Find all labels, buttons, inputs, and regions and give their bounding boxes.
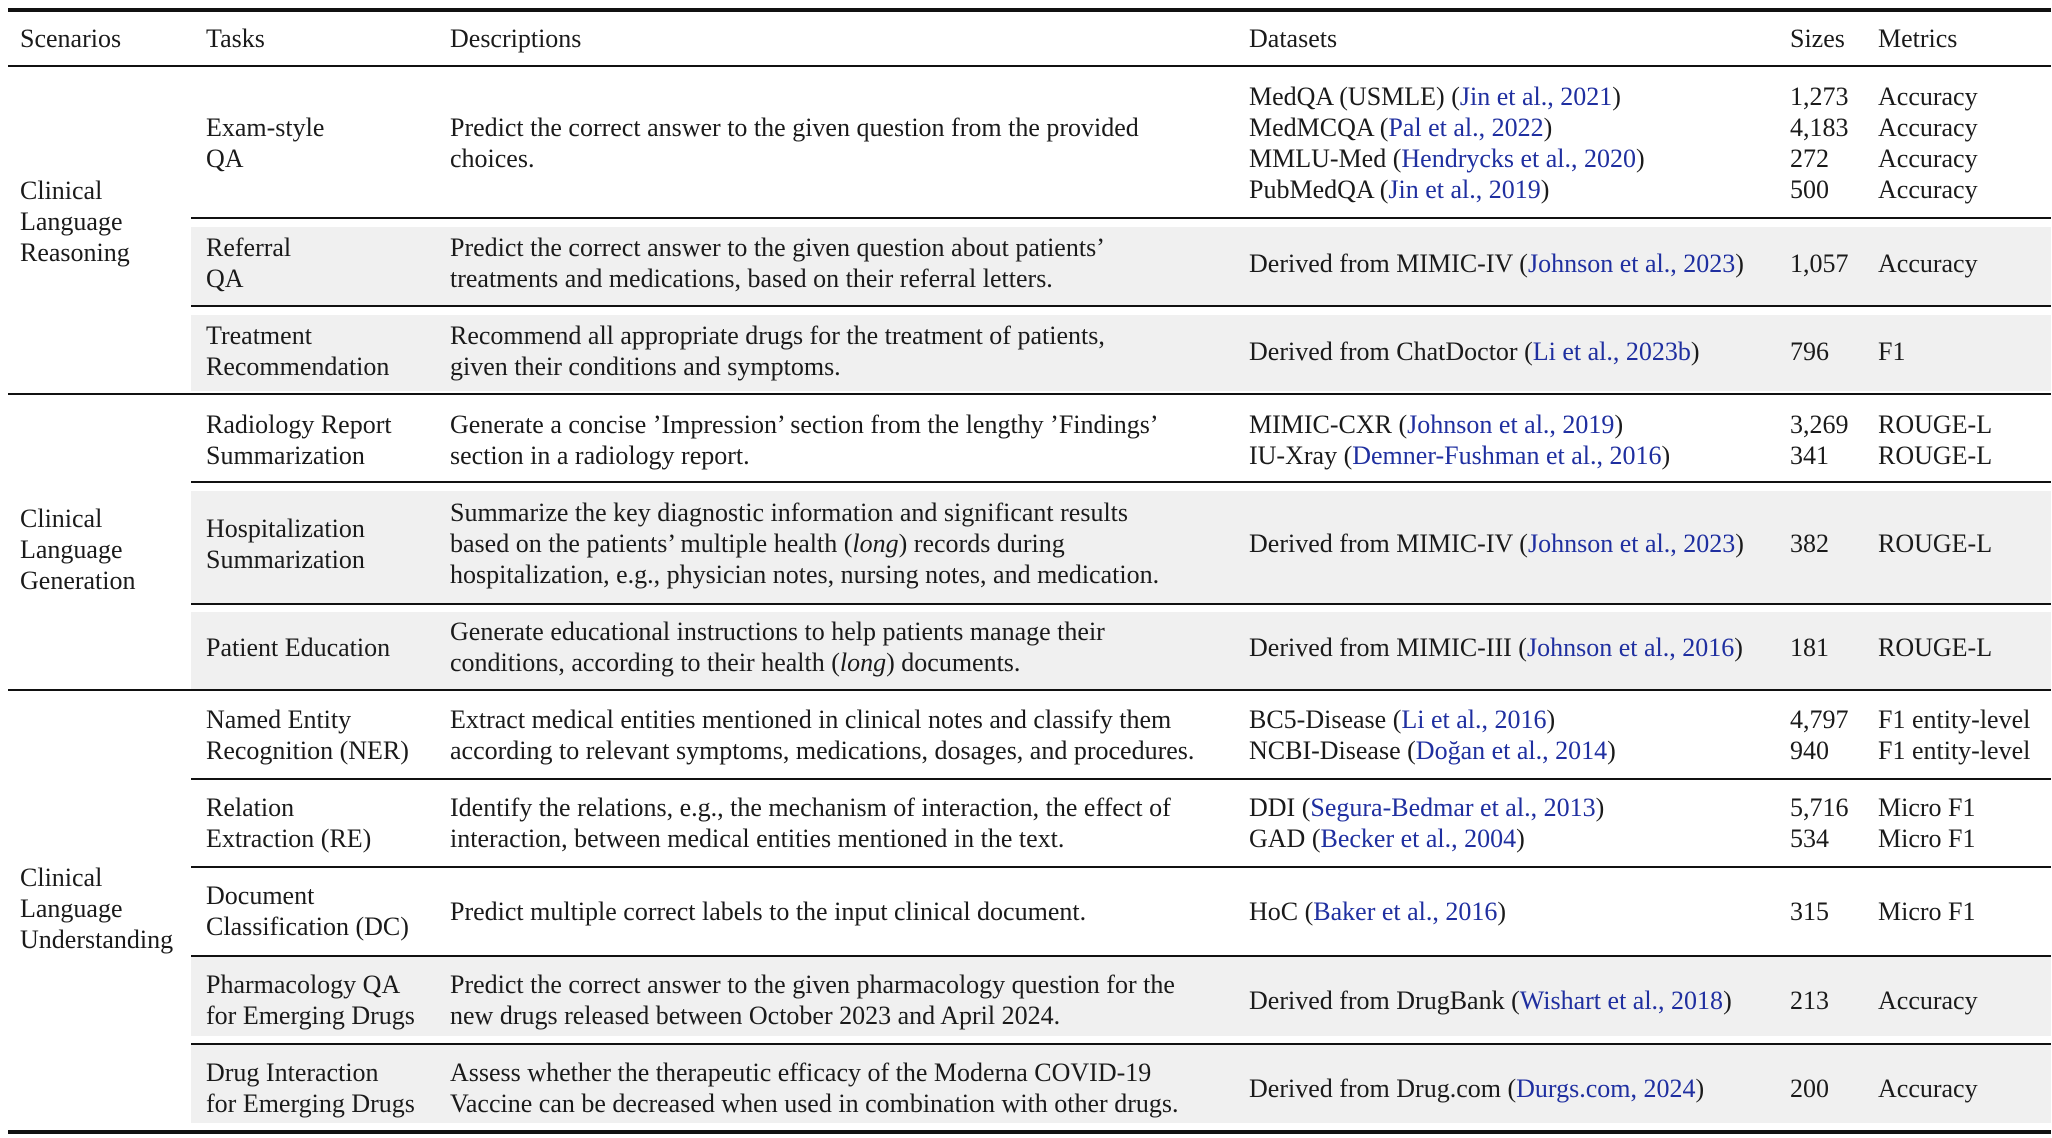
description-line: hospitalization, e.g., physician notes, nursing notes, and medication. bbox=[450, 560, 1160, 589]
paren: ) bbox=[1546, 705, 1556, 734]
dataset-metric: F1 bbox=[1878, 337, 1906, 366]
paren: ) bbox=[1614, 410, 1624, 439]
dataset-size: 315 bbox=[1790, 897, 1829, 926]
scenario-divider bbox=[8, 689, 2051, 691]
paren: ) bbox=[1723, 986, 1732, 1015]
task-description bbox=[450, 969, 1175, 1031]
bottom-rule bbox=[8, 1130, 2051, 1134]
paren: ) bbox=[1607, 736, 1616, 765]
metric-list bbox=[1878, 704, 2030, 766]
scenario-label bbox=[20, 503, 136, 596]
dataset-list bbox=[1249, 81, 1645, 205]
dataset-size: 796 bbox=[1790, 337, 1829, 366]
dataset-size: 272 bbox=[1790, 144, 1829, 173]
description-line: according to relevant symptoms, medications, dosages, and procedures. bbox=[450, 736, 1195, 765]
description-line: Summarize the key diagnostic information and significant results bbox=[450, 498, 1129, 527]
scenario-line: Clinical bbox=[20, 504, 103, 533]
dataset-entry bbox=[1249, 704, 1616, 735]
task-name-line: for Emerging Drugs bbox=[206, 1089, 415, 1118]
paren: ) bbox=[1497, 897, 1507, 926]
task-name bbox=[206, 232, 291, 294]
dataset-size: 500 bbox=[1790, 175, 1829, 204]
task-divider bbox=[191, 603, 2051, 605]
metric-list bbox=[1878, 81, 1978, 205]
scenario-label bbox=[20, 862, 173, 955]
scenario-line: Clinical bbox=[20, 863, 103, 892]
task-name bbox=[206, 409, 392, 471]
dataset-entry bbox=[1249, 896, 1506, 927]
dataset-size: 1,273 bbox=[1790, 82, 1849, 111]
citation-link[interactable]: Jin et al., 2019 bbox=[1388, 175, 1541, 204]
task-name-line: Pharmacology QA bbox=[206, 970, 401, 999]
dataset-name: DDI ( bbox=[1249, 793, 1311, 822]
top-rule bbox=[8, 8, 2051, 12]
dataset-metric: ROUGE-L bbox=[1878, 529, 1993, 558]
citation-link[interactable]: Johnson et al., 2016 bbox=[1526, 633, 1735, 662]
paren: ) bbox=[1516, 824, 1525, 853]
dataset-size: 4,183 bbox=[1790, 113, 1849, 142]
dataset-metric: F1 entity-level bbox=[1878, 736, 2031, 765]
paren: ) bbox=[1636, 144, 1645, 173]
description-line: choices. bbox=[450, 144, 535, 173]
description-line: Assess whether the therapeutic efficacy of the Moderna COVID-19 bbox=[450, 1058, 1152, 1087]
dataset-name: MedMCQA ( bbox=[1249, 113, 1389, 142]
task-description: Predict multiple correct labels to the input clinical document. bbox=[450, 897, 1087, 926]
task-name-line: Classification (DC) bbox=[206, 912, 409, 941]
dataset-entry bbox=[1249, 735, 1616, 766]
task-divider bbox=[191, 955, 2051, 957]
task-name-line: QA bbox=[206, 264, 244, 293]
dataset-metric: ROUGE-L bbox=[1878, 633, 1993, 662]
dataset-name: Derived from ChatDoctor ( bbox=[1249, 337, 1533, 366]
paren: ) bbox=[1612, 82, 1621, 111]
task-name-line: Summarization bbox=[206, 545, 365, 574]
description-text: conditions, according to their health ( bbox=[450, 648, 840, 677]
description-emphasis: long bbox=[852, 529, 899, 558]
task-description bbox=[450, 616, 1105, 678]
task-name-line: Treatment bbox=[206, 321, 312, 350]
task-name-line: Patient Education bbox=[206, 633, 391, 662]
dataset-entry bbox=[1249, 248, 1744, 279]
dataset-entry bbox=[1249, 409, 1670, 440]
task-description bbox=[450, 704, 1194, 766]
task-name-line: QA bbox=[206, 144, 244, 173]
dataset-size: 382 bbox=[1790, 529, 1829, 558]
header-sizes: Sizes bbox=[1790, 24, 1845, 53]
description-line: new drugs released between October 2023 and April 2024. bbox=[450, 1001, 1061, 1030]
task-divider bbox=[191, 778, 2051, 780]
task-name bbox=[206, 969, 415, 1031]
description-line: Extract medical entities mentioned in clinical notes and classify them bbox=[450, 705, 1172, 734]
description-line: Identify the relations, e.g., the mechanism of interaction, the effect of bbox=[450, 793, 1171, 822]
header-metrics: Metrics bbox=[1878, 24, 1958, 53]
task-name-line: Extraction (RE) bbox=[206, 824, 372, 853]
task-name bbox=[206, 704, 409, 766]
task-name bbox=[206, 792, 371, 854]
task-name-line: Document bbox=[206, 881, 315, 910]
dataset-size: 181 bbox=[1790, 633, 1829, 662]
dataset-entry bbox=[1249, 440, 1670, 471]
description-line: Recommend all appropriate drugs for the treatment of patients, bbox=[450, 321, 1105, 350]
scenario-line: Generation bbox=[20, 566, 136, 595]
dataset-entry bbox=[1249, 81, 1645, 112]
task-name-line: Recognition (NER) bbox=[206, 736, 409, 765]
paren: ) bbox=[1540, 175, 1550, 204]
header-rule bbox=[8, 65, 2051, 67]
dataset-entry bbox=[1249, 336, 1700, 367]
citation-link[interactable]: Segura-Bedmar et al., 2013 bbox=[1310, 793, 1596, 822]
description-line: Predict the correct answer to the given pharmacology question for the bbox=[450, 970, 1175, 999]
header-datasets: Datasets bbox=[1249, 24, 1338, 53]
citation-link[interactable]: Li et al., 2023b bbox=[1532, 337, 1691, 366]
task-description bbox=[450, 792, 1171, 854]
header-descriptions: Descriptions bbox=[450, 24, 582, 53]
description-line: treatments and medications, based on their referral letters. bbox=[450, 264, 1053, 293]
scenario-label bbox=[20, 175, 130, 268]
dataset-metric: Accuracy bbox=[1878, 1074, 1978, 1103]
dataset-entry bbox=[1249, 1073, 1704, 1104]
description-line: interaction, between medical entities mentioned in the text. bbox=[450, 824, 1065, 853]
header-scenarios: Scenarios bbox=[20, 24, 122, 53]
dataset-metric: Accuracy bbox=[1878, 249, 1978, 278]
task-name-line: Exam-style bbox=[206, 113, 325, 142]
description-text: ) records during bbox=[898, 529, 1065, 558]
citation-link[interactable]: Li et al., 2016 bbox=[1401, 705, 1547, 734]
dataset-list bbox=[1249, 704, 1616, 766]
size-list bbox=[1790, 81, 1849, 205]
task-divider bbox=[191, 866, 2051, 868]
description-line: Predict the correct answer to the given question about patients’ bbox=[450, 233, 1105, 262]
task-divider bbox=[191, 217, 2051, 219]
description-line: Predict the correct answer to the given question from the provided bbox=[450, 113, 1139, 142]
dataset-name: Derived from MIMIC-IV ( bbox=[1249, 249, 1528, 278]
dataset-name: MIMIC-CXR ( bbox=[1249, 410, 1408, 439]
task-name-line: Summarization bbox=[206, 441, 365, 470]
dataset-size: 5,716 bbox=[1790, 793, 1849, 822]
task-name-line: for Emerging Drugs bbox=[206, 1001, 415, 1030]
size-list bbox=[1790, 792, 1849, 854]
dataset-name: PubMedQA ( bbox=[1249, 175, 1389, 204]
citation-link[interactable]: Johnson et al., 2019 bbox=[1407, 410, 1615, 439]
dataset-size: 1,057 bbox=[1790, 249, 1849, 278]
task-name-line: Named Entity bbox=[206, 705, 352, 734]
task-name-line: Recommendation bbox=[206, 352, 390, 381]
task-name bbox=[206, 1057, 415, 1119]
description-text: ) documents. bbox=[886, 648, 1021, 677]
citation-link[interactable]: Jin et al., 2021 bbox=[1459, 82, 1613, 111]
dataset-metric: ROUGE-L bbox=[1878, 410, 1993, 439]
dataset-size: 4,797 bbox=[1790, 705, 1849, 734]
scenario-line: Clinical bbox=[20, 176, 103, 205]
citation-link[interactable]: Pal et al., 2022 bbox=[1388, 113, 1544, 142]
scenario-line: Understanding bbox=[20, 925, 174, 954]
description-emphasis: long bbox=[839, 648, 887, 677]
dataset-metric: Micro F1 bbox=[1878, 897, 1976, 926]
dataset-metric: Accuracy bbox=[1878, 144, 1978, 173]
description-line: section in a radiology report. bbox=[450, 441, 750, 470]
dataset-name: BC5-Disease ( bbox=[1249, 705, 1402, 734]
description-line bbox=[450, 647, 1105, 678]
dataset-size: 341 bbox=[1790, 441, 1829, 470]
description-line: Vaccine can be decreased when used in combination with other drugs. bbox=[450, 1089, 1179, 1118]
task-divider bbox=[191, 1043, 2051, 1045]
citation-link[interactable]: Demner-Fushman et al., 2016 bbox=[1352, 441, 1662, 470]
dataset-metric: F1 entity-level bbox=[1878, 705, 2031, 734]
dataset-name: MMLU-Med ( bbox=[1249, 144, 1402, 173]
task-name-line: Relation bbox=[206, 793, 295, 822]
metric-list bbox=[1878, 792, 1976, 854]
task-name bbox=[206, 632, 390, 663]
scenario-divider bbox=[8, 393, 2051, 395]
description-line bbox=[450, 528, 1159, 559]
dataset-size: 3,269 bbox=[1790, 410, 1849, 439]
dataset-metric: ROUGE-L bbox=[1878, 441, 1993, 470]
task-name bbox=[206, 112, 324, 174]
dataset-entry bbox=[1249, 143, 1645, 174]
paren: ) bbox=[1661, 441, 1671, 470]
dataset-list bbox=[1249, 409, 1670, 471]
metric-list bbox=[1878, 409, 1992, 471]
task-description bbox=[450, 497, 1159, 590]
dataset-metric: Accuracy bbox=[1878, 175, 1978, 204]
paren: ) bbox=[1735, 529, 1744, 558]
dataset-name: NCBI-Disease ( bbox=[1249, 736, 1416, 765]
citation-link[interactable]: Johnson et al., 2023 bbox=[1527, 249, 1736, 278]
dataset-metric: Accuracy bbox=[1878, 82, 1978, 111]
dataset-name: GAD ( bbox=[1249, 824, 1321, 853]
task-description bbox=[450, 320, 1105, 382]
paren: ) bbox=[1595, 793, 1605, 822]
citation-link[interactable]: Wishart et al., 2018 bbox=[1519, 986, 1724, 1015]
dataset-list bbox=[1249, 792, 1604, 854]
paren: ) bbox=[1735, 249, 1744, 278]
citation-link[interactable]: Baker et al., 2016 bbox=[1313, 897, 1498, 926]
header-tasks: Tasks bbox=[206, 24, 265, 53]
task-divider bbox=[191, 481, 2051, 483]
dataset-name: Derived from MIMIC-IV ( bbox=[1249, 529, 1528, 558]
task-divider bbox=[191, 305, 2051, 307]
task-name bbox=[206, 513, 365, 575]
task-name-line: Referral bbox=[206, 233, 292, 262]
paren: ) bbox=[1734, 633, 1743, 662]
citation-link[interactable]: Johnson et al., 2023 bbox=[1527, 529, 1736, 558]
dataset-size: 213 bbox=[1790, 986, 1829, 1015]
dataset-entry bbox=[1249, 174, 1645, 205]
scenario-line: Language bbox=[20, 535, 123, 564]
dataset-size: 534 bbox=[1790, 824, 1829, 853]
dataset-entry bbox=[1249, 632, 1743, 663]
dataset-name: Derived from Drug.com ( bbox=[1249, 1074, 1517, 1103]
dataset-name: Derived from DrugBank ( bbox=[1249, 986, 1520, 1015]
task-name bbox=[206, 320, 389, 382]
description-line: Generate a concise ’Impression’ section from the lengthy ’Findings’ bbox=[450, 410, 1159, 439]
size-list bbox=[1790, 704, 1849, 766]
size-list bbox=[1790, 409, 1849, 471]
task-name-line: Radiology Report bbox=[206, 410, 392, 439]
dataset-name: Derived from MIMIC-III ( bbox=[1249, 633, 1527, 662]
dataset-entry bbox=[1249, 112, 1645, 143]
dataset-metric: Accuracy bbox=[1878, 113, 1978, 142]
dataset-entry bbox=[1249, 792, 1604, 823]
dataset-entry bbox=[1249, 528, 1744, 559]
dataset-name: MedQA (USMLE) ( bbox=[1249, 82, 1460, 111]
citation-link[interactable]: Becker et al., 2004 bbox=[1320, 824, 1517, 853]
scenario-line: Reasoning bbox=[20, 238, 130, 267]
description-line: Generate educational instructions to help patients manage their bbox=[450, 617, 1105, 646]
paren: ) bbox=[1690, 337, 1700, 366]
task-description bbox=[450, 232, 1105, 294]
citation-link[interactable]: Hendrycks et al., 2020 bbox=[1401, 144, 1637, 173]
task-name bbox=[206, 880, 409, 942]
dataset-size: 200 bbox=[1790, 1074, 1829, 1103]
task-name-line: Drug Interaction bbox=[206, 1058, 379, 1087]
dataset-size: 940 bbox=[1790, 736, 1829, 765]
citation-link[interactable]: Durgs.com, 2024 bbox=[1516, 1074, 1696, 1103]
description-text: based on the patients’ multiple health ( bbox=[450, 529, 853, 558]
dataset-metric: Micro F1 bbox=[1878, 824, 1976, 853]
dataset-metric: Micro F1 bbox=[1878, 793, 1976, 822]
task-description bbox=[450, 409, 1159, 471]
dataset-entry bbox=[1249, 985, 1732, 1016]
paren: ) bbox=[1543, 113, 1553, 142]
scenario-line: Language bbox=[20, 207, 123, 236]
dataset-name: IU-Xray ( bbox=[1249, 441, 1353, 470]
scenario-line: Language bbox=[20, 894, 123, 923]
task-description bbox=[450, 1057, 1178, 1119]
dataset-entry bbox=[1249, 823, 1604, 854]
description-line: given their conditions and symptoms. bbox=[450, 352, 841, 381]
citation-link[interactable]: Doğan et al., 2014 bbox=[1415, 736, 1608, 765]
task-description bbox=[450, 112, 1139, 174]
paren: ) bbox=[1695, 1074, 1705, 1103]
dataset-metric: Accuracy bbox=[1878, 986, 1978, 1015]
task-name-line: Hospitalization bbox=[206, 514, 365, 543]
dataset-name: HoC ( bbox=[1249, 897, 1314, 926]
